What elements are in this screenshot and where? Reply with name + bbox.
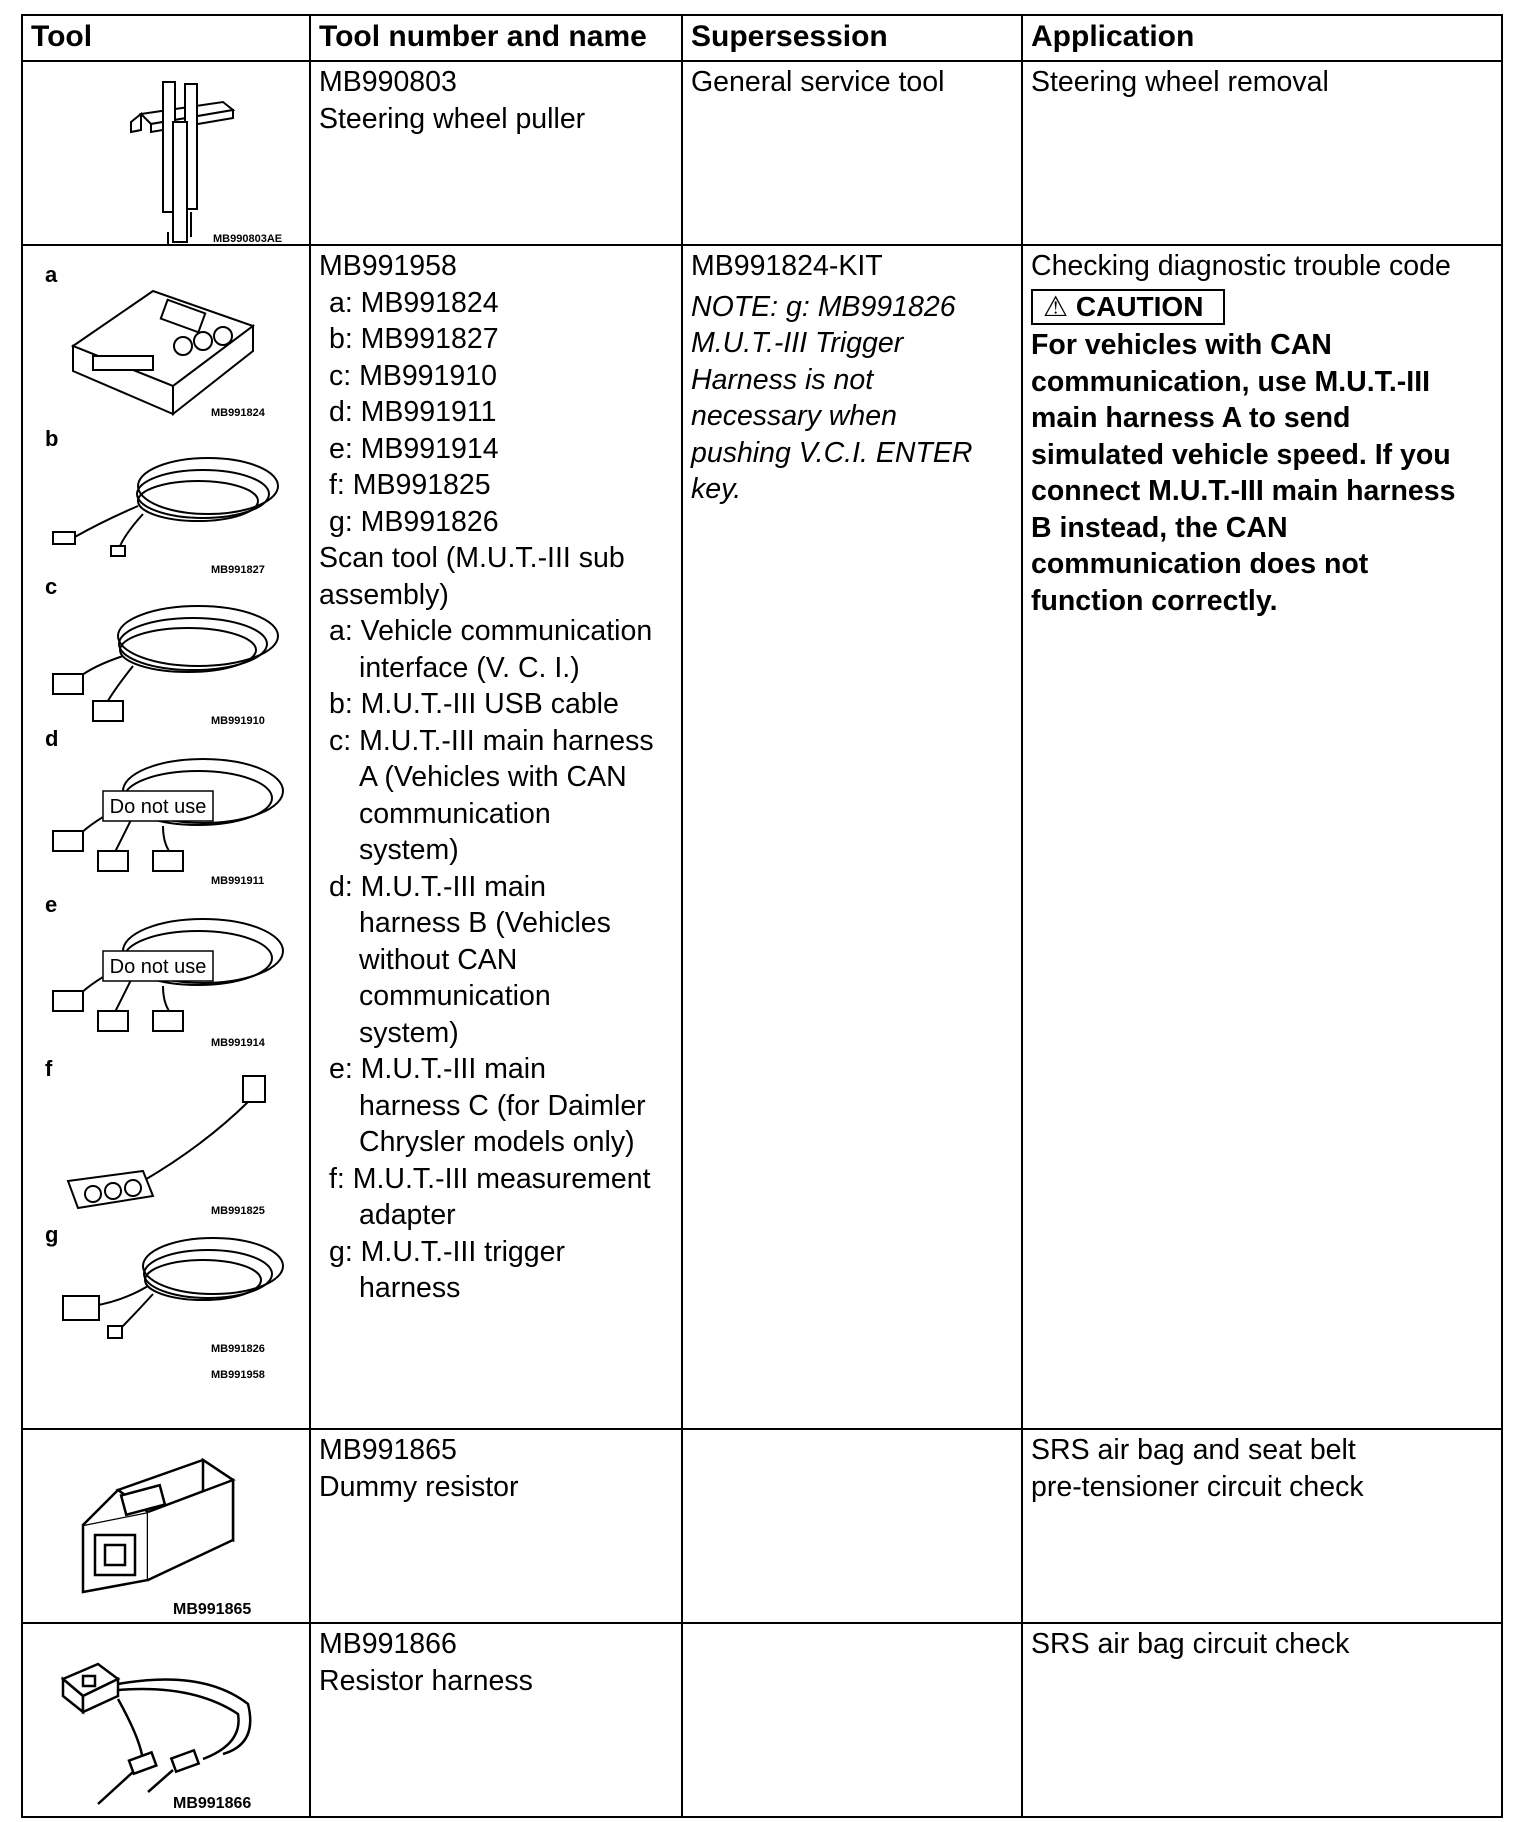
- main-harness-a: [53, 606, 278, 721]
- tool-name: Resistor harness: [319, 1664, 533, 1697]
- figure-code: MB991911: [211, 875, 265, 887]
- application-value: Checking diagnostic trouble code: [1031, 250, 1451, 282]
- kit-item: a: MB991824: [329, 286, 499, 319]
- subfigure-letter: a: [45, 262, 58, 287]
- application-line: pre-tensioner circuit check: [1031, 1470, 1364, 1503]
- figure-code: MB991826: [211, 1343, 265, 1355]
- component-line: communication: [359, 980, 551, 1012]
- figure-code: MB991824: [211, 407, 265, 419]
- component-line: e: M.U.T.-III main: [329, 1053, 546, 1085]
- component-line: without CAN: [359, 943, 518, 976]
- note-line: Harness is not: [691, 363, 874, 396]
- header-tool: Tool: [22, 15, 310, 61]
- note-line: necessary when: [691, 400, 897, 432]
- special-tools-table: [21, 14, 1503, 1818]
- note-line: key.: [691, 473, 742, 505]
- component-line: g: M.U.T.-III trigger: [329, 1235, 565, 1268]
- tool-number-cell: [310, 1623, 682, 1817]
- tool-number: MB991866: [319, 1628, 457, 1660]
- figure-code: MB991825: [211, 1205, 265, 1217]
- kit-item: f: MB991825: [329, 469, 491, 501]
- subfigure-letter: e: [45, 892, 58, 917]
- component-line: harness: [359, 1272, 461, 1304]
- application-cell: Steering wheel removal: [1022, 61, 1502, 245]
- subfigure-letter: g: [45, 1222, 59, 1247]
- supersession-cell: [682, 1429, 1022, 1623]
- figure-code: MB991910: [211, 715, 265, 727]
- component-line: c: M.U.T.-III main harness: [329, 724, 654, 757]
- dummy-resistor-figure: [23, 1430, 311, 1622]
- caution-label: CAUTION: [1075, 290, 1204, 322]
- subfigure-letter: b: [45, 426, 59, 451]
- caution-box: [1031, 289, 1493, 326]
- subfigure-letter: d: [45, 726, 59, 751]
- tool-name-line: Scan tool (M.U.T.-III sub: [319, 542, 625, 574]
- caution-line: main harness A to send: [1031, 402, 1351, 434]
- component-line: f: M.U.T.-III measurement: [329, 1162, 651, 1195]
- kit-item: g: MB991826: [329, 505, 499, 538]
- tool-name-line: assembly): [319, 578, 449, 611]
- vci-device: [73, 291, 253, 414]
- tool-name: Steering wheel puller: [319, 102, 586, 135]
- caution-badge: [1031, 289, 1225, 325]
- subfigure-letter: f: [45, 1056, 53, 1081]
- component-line: Chrysler models only): [359, 1126, 635, 1158]
- tool-name: Dummy resistor: [319, 1470, 519, 1503]
- figure-code: MB991914: [211, 1037, 265, 1049]
- usb-cable: [53, 458, 278, 556]
- component-line: harness B (Vehicles: [359, 907, 611, 939]
- component-line: interface (V. C. I.): [359, 651, 580, 684]
- tool-number: MB990803: [319, 66, 457, 98]
- component-line: system): [359, 834, 459, 866]
- supersession-cell: [682, 245, 1022, 1429]
- steering-wheel-puller-figure: [23, 62, 311, 244]
- figure-code: MB991827: [211, 564, 265, 576]
- application-cell: [1022, 1429, 1502, 1623]
- table-row: [22, 1429, 1502, 1623]
- component-line: communication: [359, 797, 551, 830]
- figure-code: MB991865: [173, 1601, 252, 1618]
- note-line: pushing V.C.I. ENTER: [691, 436, 973, 469]
- subfigure-letter: c: [45, 574, 58, 599]
- tool-number: MB991958: [319, 250, 457, 282]
- caution-line: connect M.U.T.-III main harness: [1031, 475, 1456, 507]
- note-line: M.U.T.-III Trigger: [691, 327, 904, 359]
- warning-triangle-icon: ⚠: [1043, 290, 1069, 322]
- tool-number-cell: [310, 245, 682, 1429]
- tool-number-cell: [310, 1429, 682, 1623]
- component-line: system): [359, 1016, 459, 1049]
- note-line: NOTE: g: MB991826: [691, 290, 956, 323]
- tool-number-cell: [310, 61, 682, 245]
- component-line: a: Vehicle communication: [329, 615, 653, 647]
- component-line: adapter: [359, 1199, 456, 1231]
- application-cell: SRS air bag circuit check: [1022, 1623, 1502, 1817]
- tool-figure-cell: [22, 1429, 310, 1623]
- kit-figure-code: MB991958: [211, 1369, 265, 1381]
- caution-line: function correctly.: [1031, 584, 1278, 617]
- figure-code: MB991866: [173, 1795, 252, 1812]
- table-row: [22, 61, 1502, 245]
- measurement-adapter: [68, 1076, 265, 1208]
- supersession-cell: [682, 1623, 1022, 1817]
- application-line: SRS air bag and seat belt: [1031, 1434, 1356, 1466]
- trigger-harness: [63, 1238, 283, 1338]
- header-supersession: Supersession: [682, 15, 1022, 61]
- kit-item: c: MB991910: [329, 359, 497, 392]
- supersession-cell: General service tool: [682, 61, 1022, 245]
- caution-line: communication, use M.U.T.-III: [1031, 365, 1431, 398]
- tool-figure-cell: [22, 61, 310, 245]
- component-line: d: M.U.T.-III main: [329, 870, 546, 903]
- do-not-use-label: Do not use: [109, 796, 207, 818]
- header-tool-number: Tool number and name: [310, 15, 682, 61]
- table-row: [22, 245, 1502, 1429]
- kit-item: d: MB991911: [329, 396, 497, 428]
- tool-figure-cell: [22, 245, 310, 1429]
- kit-item: b: MB991827: [329, 323, 499, 355]
- scan-tool-kit-figure: [23, 246, 311, 1428]
- tool-figure-cell: [22, 1623, 310, 1817]
- header-application: Application: [1022, 15, 1502, 61]
- component-line: harness C (for Daimler: [359, 1089, 646, 1122]
- header-row: [22, 15, 1502, 61]
- application-cell: [1022, 245, 1502, 1429]
- resistor-harness-figure: [23, 1624, 311, 1816]
- component-line: b: M.U.T.-III USB cable: [329, 688, 619, 720]
- caution-line: communication does not: [1031, 548, 1369, 580]
- component-line: A (Vehicles with CAN: [359, 761, 627, 793]
- special-tools-table-frame: [21, 14, 1501, 1812]
- do-not-use-label: Do not use: [109, 956, 207, 978]
- caution-line: simulated vehicle speed. If you: [1031, 438, 1451, 471]
- figure-code: MB990803AE: [213, 233, 283, 244]
- kit-item: e: MB991914: [329, 432, 499, 465]
- table-row: [22, 1623, 1502, 1817]
- caution-line: B instead, the CAN: [1031, 511, 1288, 544]
- supersession-value: MB991824-KIT: [691, 250, 883, 282]
- caution-line: For vehicles with CAN: [1031, 329, 1332, 361]
- tool-number: MB991865: [319, 1434, 457, 1466]
